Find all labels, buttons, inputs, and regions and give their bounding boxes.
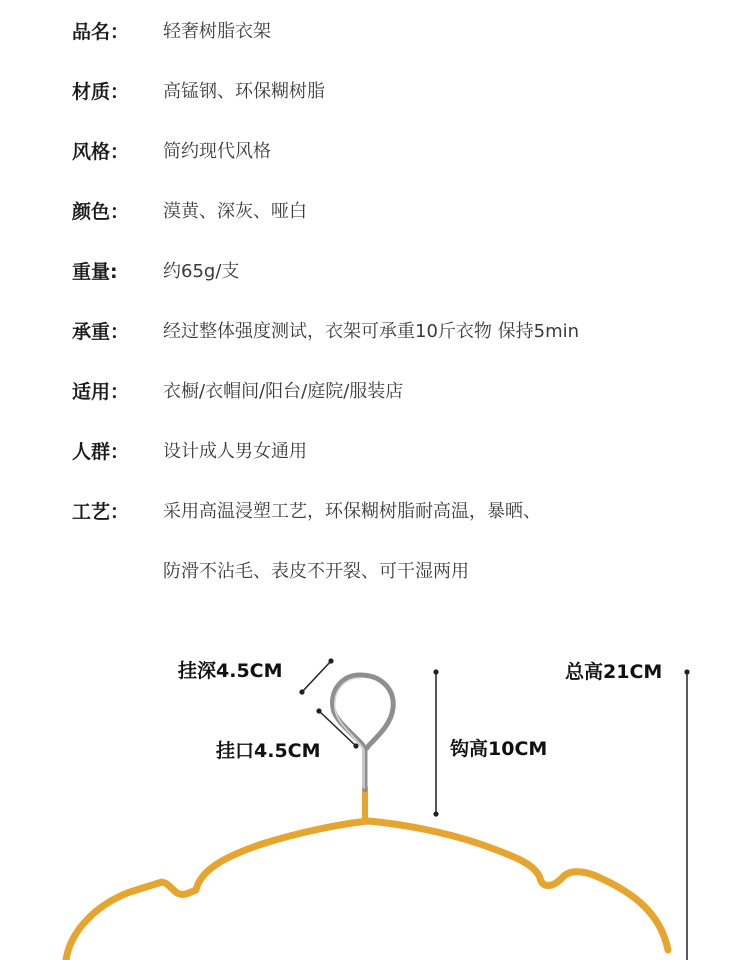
- spec-value: 设计成人男女通用: [163, 441, 307, 462]
- hook-depth-label: 挂深4.5CM: [178, 660, 283, 682]
- hook-height-dot-top: [433, 669, 438, 674]
- spec-value: 衣橱/衣帽间/阳台/庭院/服装店: [163, 381, 404, 402]
- spec-row-weight: [0, 257, 750, 287]
- spec-value: 简约现代风格: [163, 141, 271, 162]
- spec-row-name: [0, 17, 750, 47]
- spec-value: 约65g/支: [163, 261, 240, 282]
- hanger-dimension-diagram: [0, 620, 750, 960]
- spec-row-style: [0, 137, 750, 167]
- hook-opening-dot-top: [316, 708, 321, 713]
- spec-label: 适用：: [72, 381, 130, 403]
- hook-depth-dot-top: [328, 658, 333, 663]
- spec-value: 漠黄、深灰、哑白: [163, 201, 307, 222]
- hook-depth-dot-bottom: [299, 689, 304, 694]
- spec-row-usage: [0, 377, 750, 407]
- spec-row-audience: [0, 437, 750, 467]
- spec-label: 风格：: [72, 141, 130, 163]
- spec-row-color: [0, 197, 750, 227]
- hook-opening-label: 挂口4.5CM: [216, 740, 321, 762]
- spec-label: 重量:: [72, 261, 118, 283]
- hanger-body: [66, 821, 668, 960]
- hook-opening-dot-bottom: [353, 743, 358, 748]
- hook-metal-highlight: [335, 678, 364, 788]
- hook-depth-line: [302, 661, 331, 692]
- spec-label: 人群：: [72, 441, 130, 463]
- total-height-dot-top: [684, 669, 689, 674]
- spec-label: 材质：: [72, 81, 130, 103]
- spec-value: 防滑不沾毛、表皮不开裂、可干湿两用: [163, 561, 469, 582]
- spec-row-material: [0, 77, 750, 107]
- spec-value: 经过整体强度测试，衣架可承重10斤衣物 保持5min: [163, 321, 580, 342]
- hook-height-label: 钩高10CM: [450, 738, 548, 760]
- spec-value: 轻奢树脂衣架: [163, 21, 271, 42]
- spec-row-craft: [0, 497, 750, 527]
- spec-label: 颜色：: [72, 201, 130, 223]
- spec-value: 采用高温浸塑工艺，环保糊树脂耐高温，暴晒、: [163, 501, 541, 522]
- spec-label: 品名：: [72, 21, 130, 43]
- spec-label: 承重：: [72, 321, 130, 343]
- spec-value: 高锰钢、环保糊树脂: [163, 81, 325, 102]
- hook-height-dot-bottom: [433, 811, 438, 816]
- spec-row-craft-continued: [0, 557, 750, 587]
- spec-row-load: [0, 317, 750, 347]
- spec-label: 工艺：: [72, 501, 130, 523]
- total-height-label: 总高21CM: [565, 661, 663, 683]
